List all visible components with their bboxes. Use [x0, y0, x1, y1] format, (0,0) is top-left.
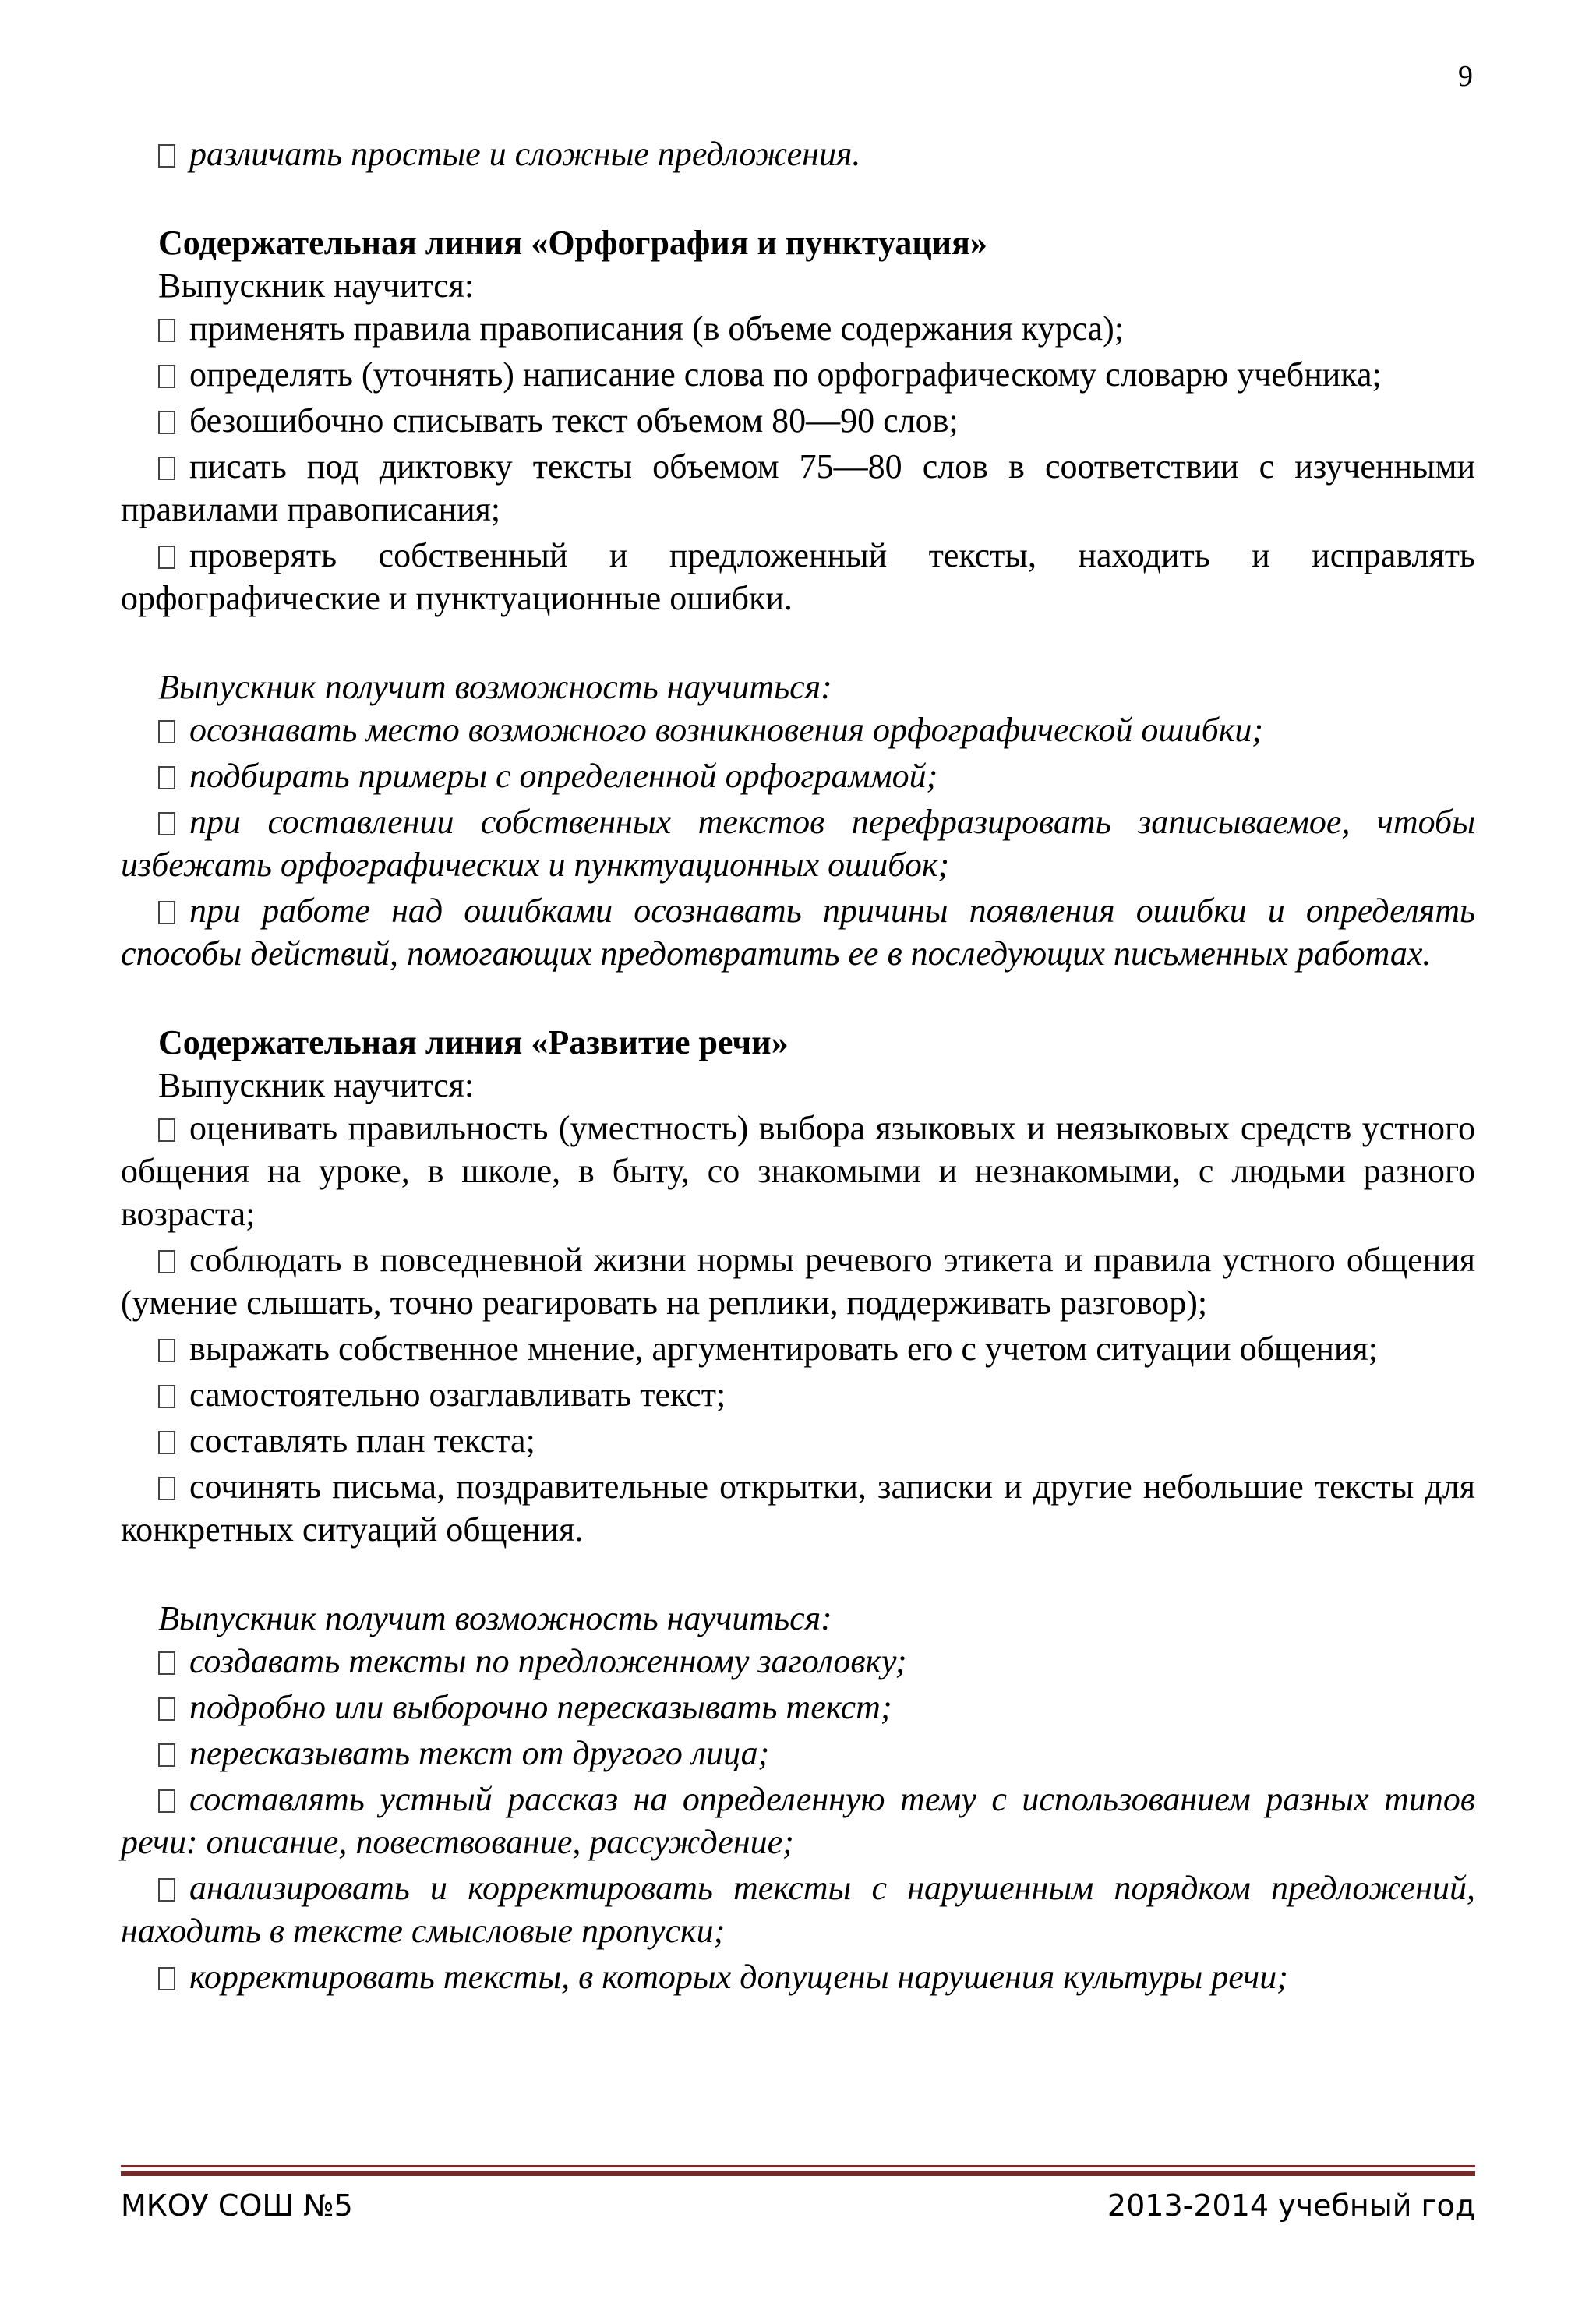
section-title: Содержательная линия «Орфография и пунктуация» — [158, 224, 987, 262]
document-body — [121, 132, 1475, 2001]
list-item: подробно или выборочно пересказывать текст; — [121, 1686, 1475, 1729]
footer-school: МКОУ СОШ №5 — [121, 2188, 353, 2223]
list-item: различать простые и сложные предложения. — [121, 132, 1475, 175]
list-item: самостоятельно озаглавливать текст; — [121, 1373, 1475, 1416]
section-title: Содержательная линия «Развитие речи» — [158, 1023, 789, 1061]
bullet-icon — [158, 1118, 175, 1142]
bullet-icon — [158, 1651, 175, 1675]
bullet-icon — [158, 812, 175, 835]
list-item: безошибочно списывать текст объемом 80—90 слов; — [121, 399, 1475, 442]
footer-divider — [121, 2165, 1475, 2167]
bullet-icon — [158, 457, 175, 480]
list-item: составлять устный рассказ на определенную тему с использованием разных типов речи: описание, повествование, рассуждение; — [121, 1780, 1475, 1861]
list-item: составлять план текста; — [121, 1419, 1475, 1462]
learn-label: Выпускник научится: — [158, 1066, 475, 1104]
bullet-icon — [158, 1431, 175, 1454]
list-item: осознавать место возможного возникновения орфографической ошибки; — [121, 708, 1475, 751]
bullet-icon — [158, 1967, 175, 1990]
bullet-icon — [158, 319, 175, 342]
bullet-icon — [158, 546, 175, 569]
bullet-icon — [158, 1697, 175, 1721]
bullet-icon — [158, 144, 175, 168]
learn-label: Выпускник научится: — [158, 267, 475, 305]
list-item: оценивать правильность (уместность) выбора языковых и неязыковых средств устного общения на уроке, в школе, в быту, со знакомыми и незнакомыми, с людьми разного возраста; — [121, 1109, 1475, 1233]
list-item: писать под диктовку тексты объемом 75—80 слов в соответствии с изученными правилами правописания; — [121, 447, 1475, 528]
list-item: корректировать тексты, в которых допущены нарушения культуры речи; — [121, 1955, 1475, 1998]
list-item: проверять собственный и предложенный тексты, находить и исправлять орфографические и пунктуационные ошибки. — [121, 536, 1475, 617]
list-item: создавать тексты по предложенному заголовку; — [121, 1640, 1475, 1683]
bullet-icon — [158, 720, 175, 743]
list-item: подбирать примеры с определенной орфограммой; — [121, 754, 1475, 797]
bullet-icon — [158, 1789, 175, 1813]
bullet-icon — [158, 1743, 175, 1767]
footer-year: 2013-2014 учебный год — [1107, 2188, 1475, 2223]
bullet-icon — [158, 901, 175, 924]
page-number: 9 — [1458, 60, 1473, 93]
list-item: выражать собственное мнение, аргументировать его с учетом ситуации общения; — [121, 1327, 1475, 1370]
list-item: пересказывать текст от другого лица; — [121, 1732, 1475, 1775]
footer-divider-thick — [121, 2171, 1475, 2176]
opportunity-label: Выпускник получит возможность научиться: — [158, 668, 832, 706]
list-item: при составлении собственных текстов перефразировать записываемое, чтобы избежать орфографических и пунктуационных ошибок; — [121, 803, 1475, 884]
opportunity-label: Выпускник получит возможность научиться: — [158, 1599, 832, 1637]
bullet-icon — [158, 766, 175, 789]
bullet-icon — [158, 1878, 175, 1902]
bullet-icon — [158, 1477, 175, 1500]
list-item: соблюдать в повседневной жизни нормы речевого этикета и правила устного общения (умение слышать, точно реагировать на реплики, поддерживать разговор); — [121, 1241, 1475, 1322]
bullet-icon — [158, 1250, 175, 1273]
list-item: сочинять письма, поздравительные открытки, записки и другие небольшие тексты для конкретных ситуаций общения. — [121, 1468, 1475, 1549]
bullet-icon — [158, 411, 175, 434]
list-item: определять (уточнять) написание слова по орфографическому словарю учебника; — [121, 353, 1475, 396]
list-item: анализировать и корректировать тексты с нарушенным порядком предложений, находить в тексте смысловые пропуски; — [121, 1869, 1475, 1950]
bullet-icon — [158, 365, 175, 388]
bullet-icon — [158, 1385, 175, 1408]
list-item: применять правила правописания (в объеме содержания курса); — [121, 307, 1475, 350]
bullet-icon — [158, 1339, 175, 1362]
list-item: при работе над ошибками осознавать причины появления ошибки и определять способы действий, помогающих предотвратить ее в последующих письменных работах. — [121, 892, 1475, 973]
